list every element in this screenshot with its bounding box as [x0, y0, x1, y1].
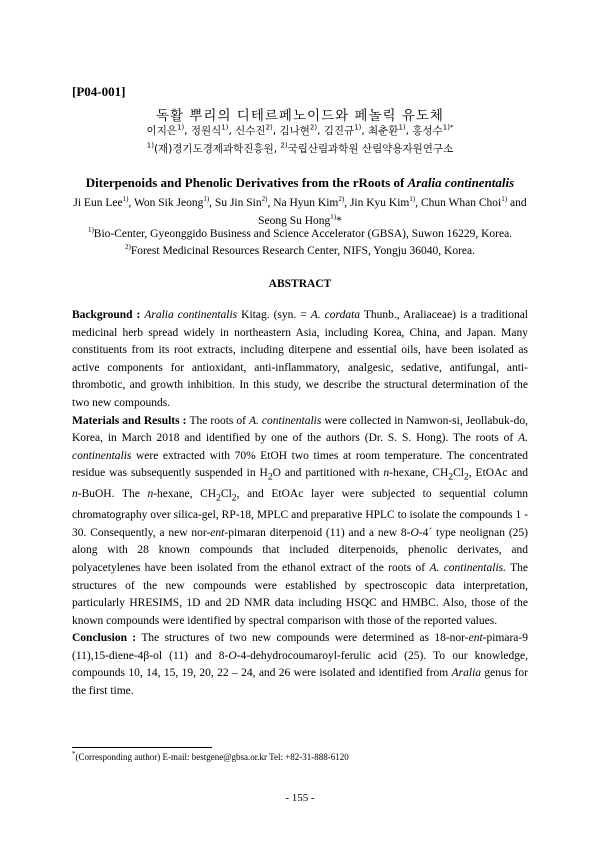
- footnote-divider: [72, 747, 212, 748]
- poster-code: [P04-001]: [72, 84, 126, 99]
- background-paragraph: Background : Aralia continentalis Kitag. (syn. = A. cordata Thunb., Araliaceae) is a traditional medicinal herb spread widely in northeastern Asia, including Korea, China, and Japan. Many constituents from its root extracts, including diterpene and essential oils, have been isolated as active components for antioxidant, anti-inflammatory, analgesic, sedative, antifungal, anti-thrombotic, and growth inhibition. In this study, we describe the structural determination of the two new compounds.: [72, 309, 528, 409]
- conclusion-paragraph: Conclusion : The structures of two new compounds were determined as 18-nor-ent-pimara-9 (11),15-diene-4β-ol (11) and 8-O-4-dehydrocoumaroyl-ferulic acid (25). To our knowledge, compounds 10, 14, 15, 19, 20, 22 – 24, and 26 were isolated and identified from Aralia genus for the first time.: [72, 632, 528, 698]
- english-title: Diterpenoids and Phenolic Derivatives from the rRoots of Aralia continentalis: [85, 175, 515, 190]
- english-authors: Ji Eun Lee$^{1)}$, Won Sik Jeong$^{1)}$, Su Jin Sin$^{2)}$, Na Hyun Kim$^{2)}$, Jin Kyu Kim$^{1)}$, Chun Whan Choi$^{1)}$ and Seong Su Hong$^{1)}$*: [73, 195, 527, 227]
- affiliation-2: $^{2)}$Forest Medicinal Resources Research Center, NIFS, Yongju 36040, Korea.: [124, 243, 475, 257]
- korean-authors: 이지은$^{1)}$, 정원식$^{1)}$, 신수진$^{2)}$, 김나현$^{2)}$, 김진규$^{1)}$, 최춘환$^{1)}$, 홍성수$^{1)*}$: [146, 123, 454, 137]
- footnote: *(Corresponding author) E-mail: bestgene@gbsa.or.kr Tel: +82-31-888-6120: [72, 750, 349, 762]
- english-affiliations: [72, 226, 528, 260]
- methods-paragraph: Materials and Results : The roots of A. continentalis were collected in Namwon-si, Jeollabuk-do, Korea, in March 2018 and identified by one of the authors (Dr. S. S. Hong). The roots of A. continentalis were extracted with 70% EtOH two times at room temperature. The concentrated residue was subsequently suspended in $H_2O$ and partitioned with n-hexane, $CH_2Cl_2$, EtOAc and n-BuOH. The n-hexane, $CH_2Cl_2$, and EtOAc layer were subjected to sequential column chromatography over silica-gel, RP-18, MPLC and preparative HPLC to isolate the compounds 1 - 30. Consequently, a new nor-ent-pimaran diterpenoid (11) and a new 8-O-4´ type neolignan (25) along with 28 known compounds that included diterpenoids, phenolic derivates, and polyacetylenes have been isolated from the ethanol extract of the roots of A. continentalis. The structures of the new compounds were established by spectroscopic data interpretation, particularly HRESIMS, 1D and 2D NMR data including HSQC and HMBC. Also, those of the known compounds were identified by spectral comparison with those of the reported values.: [72, 414, 529, 627]
- abstract-heading: ABSTRACT: [268, 278, 332, 290]
- affiliation-1: $^{1)}$Bio-Center, Gyeonggido Business and Science Accelerator (GBSA), Suwon 16229, Korea.: [87, 226, 513, 240]
- abstract-body: [72, 307, 528, 701]
- page-number: - 155 -: [285, 792, 315, 804]
- korean-affiliations: $^{1)}$(재)경기도경제과학진흥원, $^{2)}$국립산림과학원 산림약용자원연구소: [146, 141, 454, 155]
- korean-title: 독활 뿌리의 디테르페노이드와 페놀릭 유도체: [156, 108, 444, 124]
